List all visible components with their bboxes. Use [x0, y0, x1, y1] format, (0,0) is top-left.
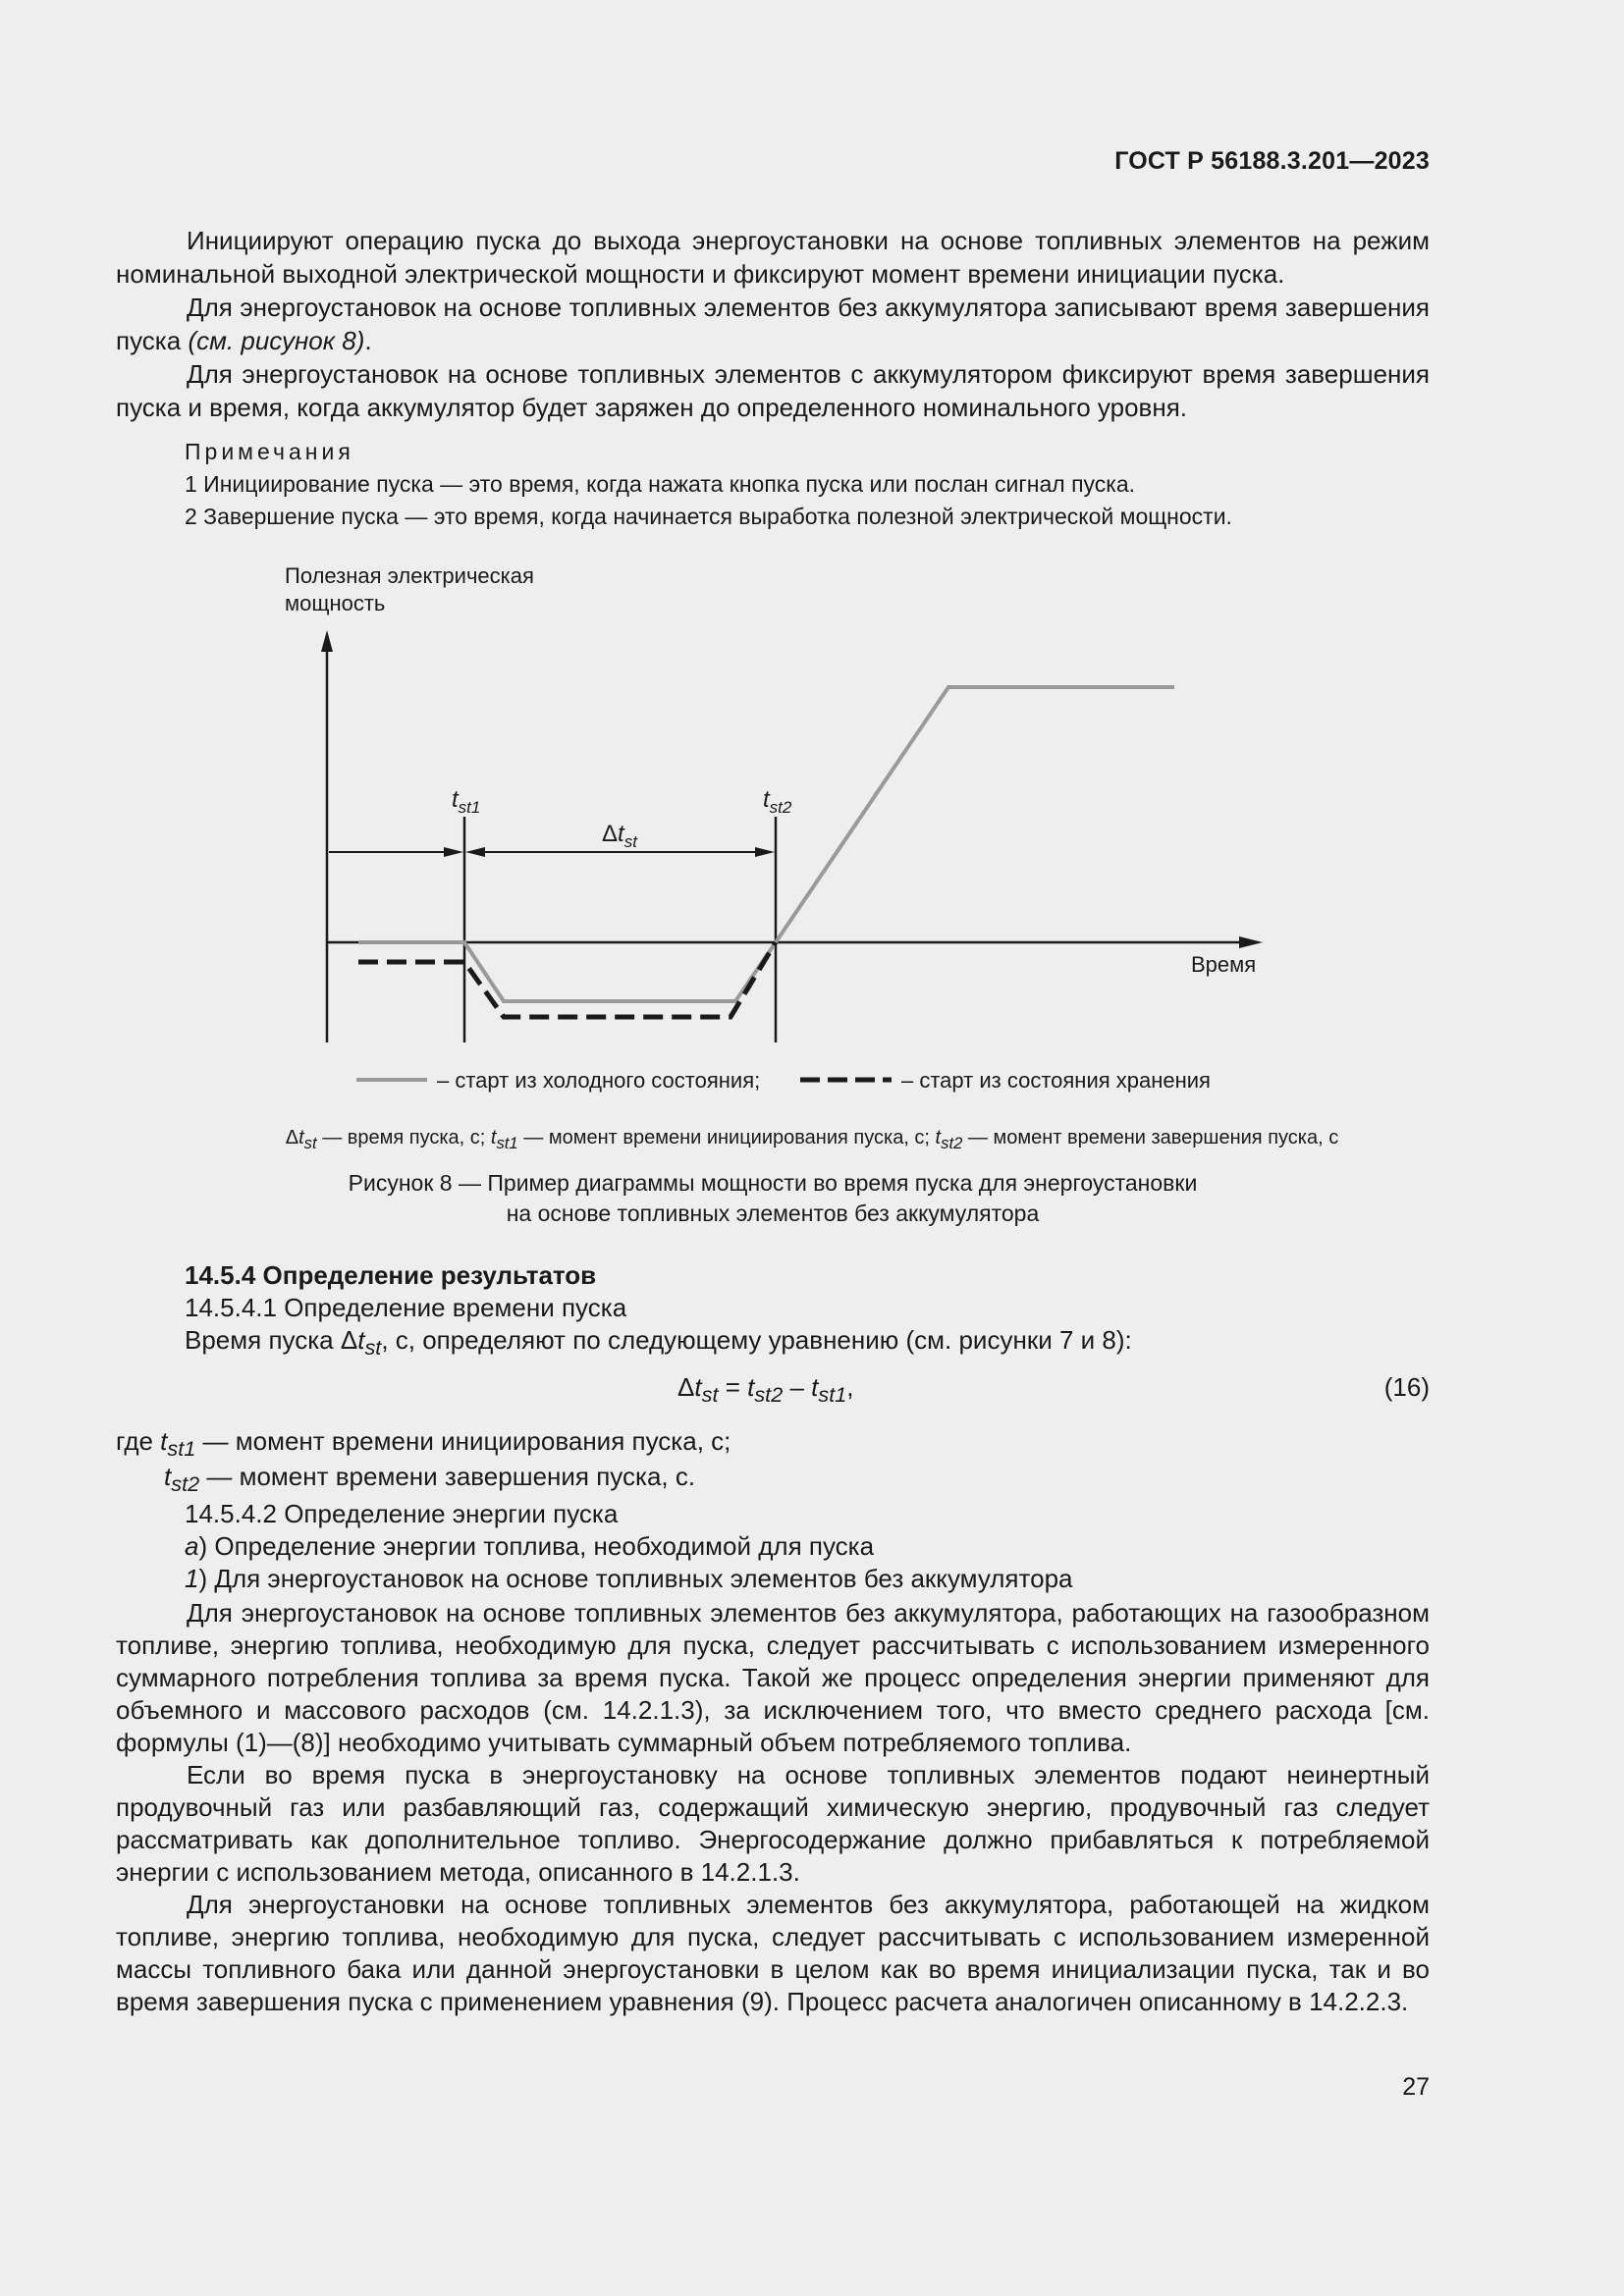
intro-paragraph-2: Для энергоустановок на основе топливных элементов без аккумулятора записывают время завершения пуска (см. рисунок 8).	[116, 293, 1430, 355]
subsection-14-5-4-1: 14.5.4.1 Определение времени пуска	[185, 1293, 627, 1322]
figure-title: Рисунок 8 — Пример диаграммы мощности во время пуска для энергоустановки на основе топливных элементов без аккумулятора	[348, 1170, 1198, 1226]
subsection-14-5-4-2: 14.5.4.2 Определение энергии пуска	[185, 1499, 619, 1528]
x-axis-arrow	[1239, 936, 1263, 948]
subsection-14-5-4-2-block	[185, 1498, 1432, 1595]
equation-number: (16)	[1383, 1372, 1430, 1402]
paragraph-purge-gas: Если во время пуска в энергоустановку на основе топливных элементов подают неинертный продувочный газ или разбавляющий газ, содержащий химическую энергию, продувочный газ следует рассматривать как дополнительное топливо. Энергосодержание должно прибавляться к потребляемой энергии с использованием метода, описанного в 14.2.1.3.	[116, 1760, 1430, 1887]
section-heading: 14.5.4 Определение результатов	[185, 1260, 597, 1290]
document-code: ГОСТ Р 56188.3.201—2023	[1114, 147, 1430, 175]
paragraph-gas-fuel: Для энергоустановок на основе топливных элементов без аккумулятора, работающих на газообразном топливе, энергию топлива, необходимую для пуска, следует рассчитывать с использованием измеренного суммарного потребления топлива за время пуска. Такой же процесс определения энергии применяют для объемного и массового расходов (см. 14.2.1.3), за исключением того, что вместо среднего расхода [см. формулы (1)—(8)] необходимо учитывать суммарный объем потребляемого топлива.	[116, 1598, 1430, 1757]
start-time-text: Время пуска $\Delta t_{st}$, с, определяют по следующему уравнению (см. рисунки 7 и 8):	[185, 1325, 1132, 1361]
intro-paragraph-1: Инициируют операцию пуска до выхода энергоустановки на основе топливных элементов на режим номинальной выходной электрической мощности и фиксируют момент времени инициации пуска.	[116, 226, 1430, 289]
section-14-5-4	[185, 1259, 1432, 1363]
y-axis-label-line2: мощность	[285, 591, 386, 615]
equation-16: $\Delta t_{st} = t_{st2} - t_{st1}$,	[677, 1372, 854, 1408]
legend-storage-label: – старт из состояния хранения	[901, 1068, 1211, 1093]
where-clause-1: где $t_{st1}$ — момент времени инициирования пуска, с;	[116, 1426, 731, 1462]
intro-paragraph-3: Для энергоустановок на основе топливных элементов с аккумулятором фиксируют время завершения пуска и время, когда аккумулятор будет заряжен до определенного номинального уровня.	[116, 359, 1430, 422]
item-a: а) Определение энергии топлива, необходимой для пуска	[185, 1531, 875, 1561]
tst2-label: $t_{st2}$	[763, 786, 792, 817]
note-2: 2 Завершение пуска — это время, когда начинается выработка полезной электрической мощности.	[185, 504, 1232, 529]
delta-t-arrowhead-right	[755, 847, 775, 857]
figure-symbols-legend: $\Delta t_{st}$ — время пуска, с; $t_{st1}$ — момент времени инициирования пуска, с; $t_{st2}$ — момент времени завершения пуска, с	[285, 1127, 1339, 1152]
where-clause-2: $t_{st2}$ — момент времени завершения пуска, с.	[164, 1462, 696, 1497]
y-axis-label-line1: Полезная электрическая	[285, 563, 534, 588]
delta-t-label: $\Delta t_{st}$	[602, 821, 637, 851]
power-diagram	[0, 0, 1624, 1129]
y-axis-arrow	[321, 630, 333, 652]
legend-cold-label: – старт из холодного состояния;	[437, 1068, 761, 1093]
x-axis-label: Время	[1191, 952, 1257, 977]
pre-start-arrowhead	[444, 847, 463, 857]
paragraph-liquid-fuel: Для энергоустановки на основе топливных элементов без аккумулятора, работающей на жидком топливе, энергию топлива, необходимую для пуска, следует рассчитывать с использованием измеренной массы топливного бака или данной энергоустановки в целом как во время инициализации пуска, так и во время завершения пуска с применением уравнения (9). Процесс расчета аналогичен описанному в 14.2.2.3.	[116, 1890, 1430, 2016]
tst1-label: $t_{st1}$	[452, 786, 481, 817]
note-1: 1 Инициирование пуска — это время, когда нажата кнопка пуска или послан сигнал пуска.	[185, 471, 1136, 497]
delta-t-arrowhead-left	[465, 847, 485, 857]
notes-heading: Примечания	[185, 439, 354, 464]
page-number: 27	[1402, 2073, 1430, 2101]
item-1: 1) Для энергоустановок на основе топливных элементов без аккумулятора	[185, 1564, 1073, 1593]
figure-reference: (см. рисунок 8)	[188, 326, 365, 355]
storage-start-curve	[358, 942, 776, 1017]
body-block	[116, 1597, 1430, 2018]
